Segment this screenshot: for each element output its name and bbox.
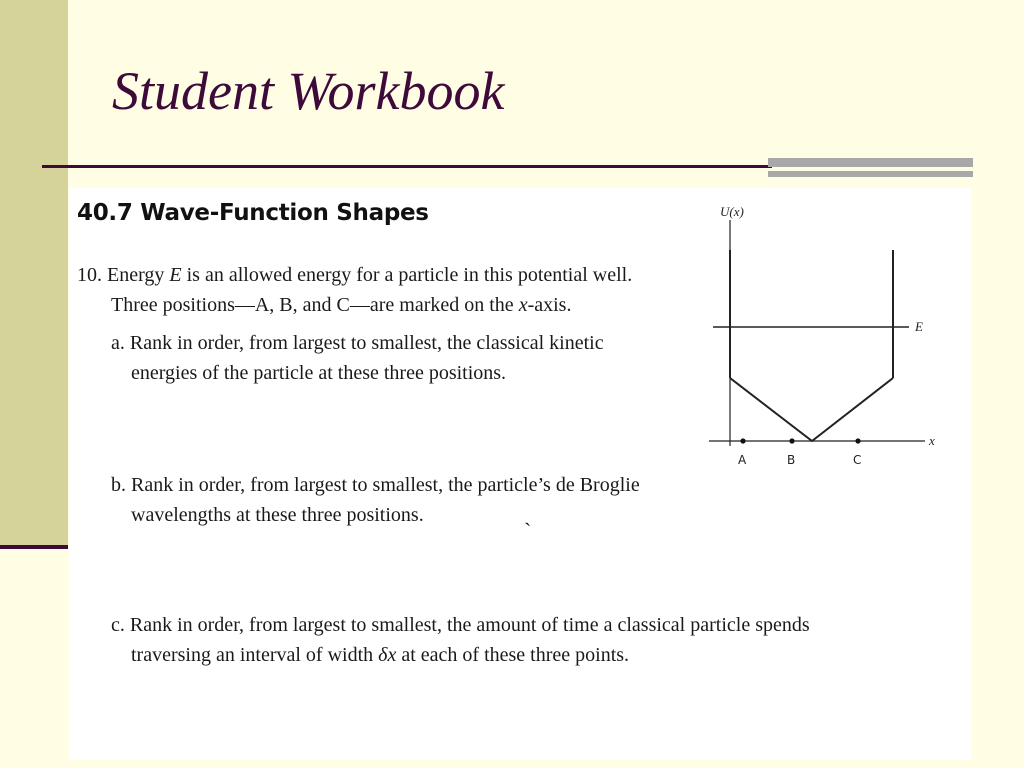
intro-line-1a: Energy: [107, 264, 170, 286]
intro-line-2a: Three positions—A, B, and C—are marked on the: [111, 294, 519, 316]
x-axis-label: x: [929, 433, 935, 448]
energy-label: E: [915, 319, 923, 334]
title-divider: [42, 165, 772, 168]
point-b-label: B: [787, 453, 796, 467]
part-a-line-1: a. Rank in order, from largest to smallest, the classical kinetic: [111, 332, 604, 354]
intro-line-1c: is an allowed energy for a particle in this potential well.: [181, 264, 633, 286]
part-b-line-2: wavelengths at these three positions.: [131, 504, 424, 526]
point-c-label: C: [853, 453, 862, 467]
part-c-line-2a: traversing an interval of width: [131, 644, 379, 666]
question-intro: [77, 260, 632, 320]
well-potential-curve: [730, 378, 893, 441]
question-number: 10.: [77, 264, 102, 286]
title-divider-accent: [768, 158, 973, 180]
workbook-page: [69, 188, 971, 760]
intro-x-symbol: x: [518, 294, 528, 316]
point-b-marker: [789, 438, 794, 443]
part-a-line-2: energies of the particle at these three positions.: [131, 362, 507, 384]
left-decor-rule: [0, 545, 68, 549]
left-decor-band: [0, 0, 68, 548]
intro-energy-symbol: E: [169, 264, 182, 286]
slide-title: Student Workbook: [112, 61, 505, 121]
y-axis-label: U(x): [720, 204, 744, 219]
question-part-b: [111, 470, 640, 530]
stray-mark: `: [524, 518, 532, 543]
question-part-c: [111, 610, 810, 670]
part-c-line-1: c. Rank in order, from largest to smallest, the amount of time a classical particle spends: [111, 614, 810, 636]
section-heading: 40.7 Wave-Function Shapes: [77, 200, 429, 226]
point-c-marker: [855, 438, 860, 443]
point-a-label: A: [738, 453, 747, 467]
part-b-line-1: b. Rank in order, from largest to smallest, the particle’s de Broglie: [111, 474, 640, 496]
potential-well-diagram: [703, 200, 963, 470]
part-c-line-2c: at each of these three points.: [396, 644, 630, 666]
point-a-marker: [740, 438, 745, 443]
part-c-delta-x: δx: [378, 644, 397, 666]
intro-line-2c: -axis.: [527, 294, 572, 316]
question-part-a: [111, 328, 604, 388]
